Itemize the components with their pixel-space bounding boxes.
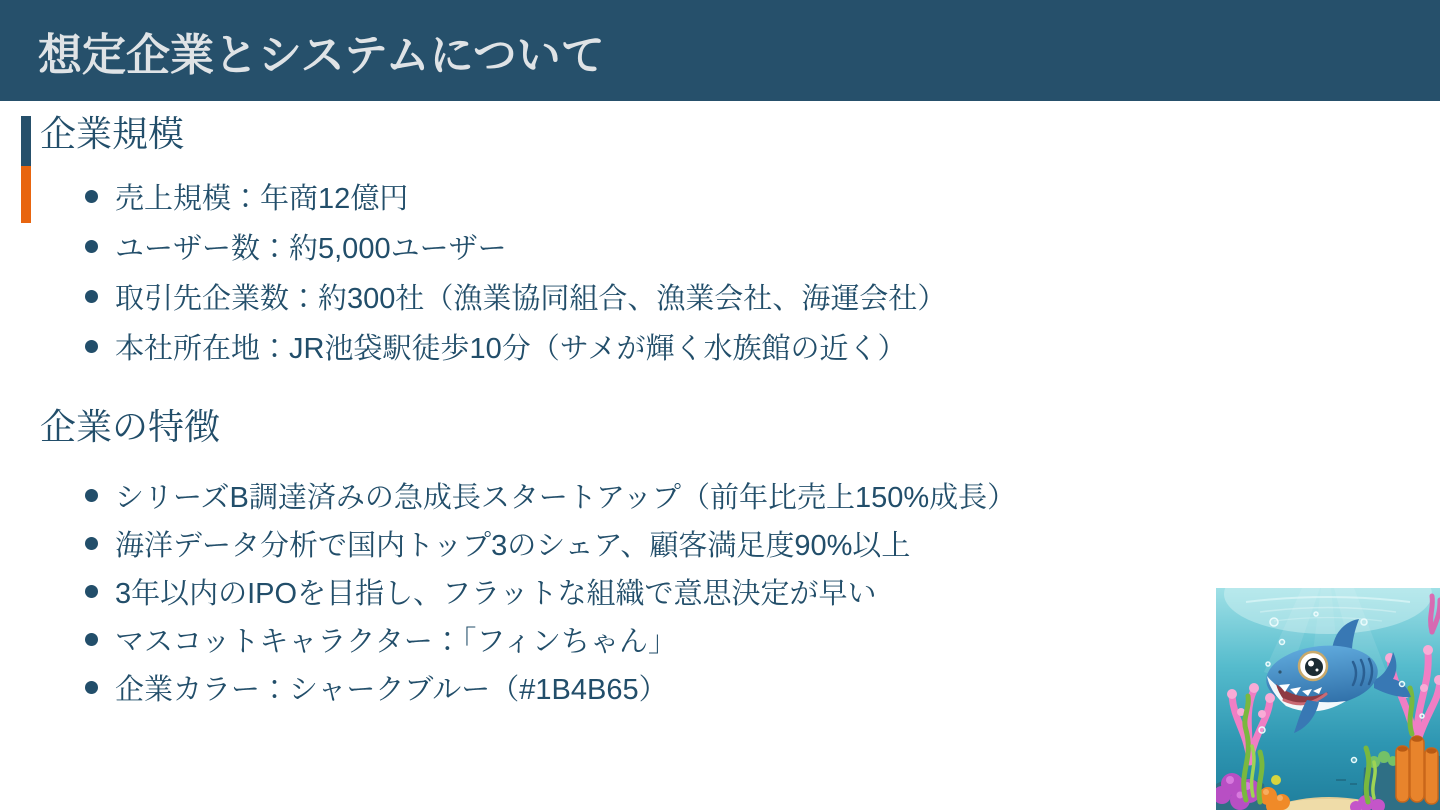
accent-bar-teal-segment [21,116,31,166]
bullet-text: シリーズB調達済みの急成長スタートアップ（前年比売上150%成長） [115,481,1017,514]
list-item [0,663,1016,711]
bullet-icon [85,537,98,550]
list-item [0,615,1016,663]
bullet-icon [85,681,98,694]
bullet-icon [85,340,98,353]
bullet-list-company-features [0,471,1016,711]
list-item [0,271,946,321]
bullet-icon [85,585,98,598]
bullet-text: マスコットキャラクター：「フィンちゃん」 [115,625,678,658]
bullet-text: 海洋データ分析で国内トップ3のシェア、顧客満足度90%以上 [115,529,911,562]
bullet-text: 企業カラー：シャークブルー（#1B4B65） [115,673,668,706]
slide-header [0,0,1440,101]
list-item [0,171,946,221]
list-item [0,519,1016,567]
bullet-text: 売上規模：年商12億円 [115,182,409,215]
bullet-text: ユーザー数：約5,000ユーザー [115,232,507,265]
shark-illustration [1216,588,1440,810]
section-heading-company-features: 企業の特徴 [40,406,221,447]
bullet-icon [85,633,98,646]
bullet-text: 取引先企業数：約300社（漁業協同組合、漁業会社、海運会社） [115,282,947,315]
section-heading-company-scale: 企業規模 [40,113,185,154]
list-item [0,567,1016,615]
bullet-text: 3年以内のIPOを目指し、フラットな組織で意思決定が早い [115,577,877,610]
list-item [0,221,946,271]
bullet-icon [85,489,98,502]
slide-title: 想定企業とシステムについて [38,30,605,80]
list-item [0,321,946,371]
bullet-list-company-scale [0,171,946,371]
list-item [0,471,1016,519]
bullet-icon [85,290,98,303]
bullet-icon [85,190,98,203]
bullet-icon [85,240,98,253]
bullet-text: 本社所在地：JR池袋駅徒歩10分（サメが輝く水族館の近く） [115,332,907,365]
